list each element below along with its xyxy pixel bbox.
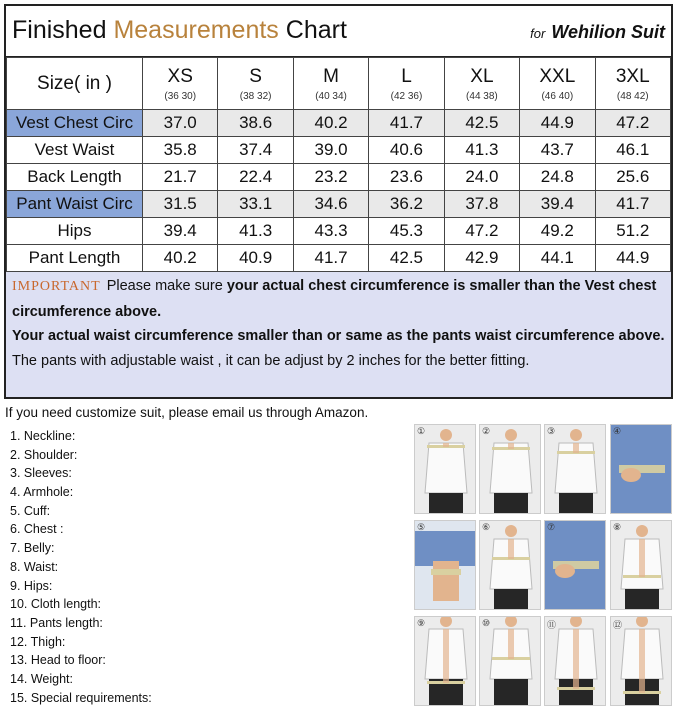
size-label: XS <box>167 65 193 87</box>
photo-number: ⑦ <box>547 522 556 532</box>
list-item: 5. Cuff: <box>10 503 51 518</box>
table-cell: 44.9 <box>520 110 595 137</box>
size-range: (38 32) <box>239 90 272 102</box>
size-label: M <box>323 65 339 87</box>
size-range: (44 38) <box>466 90 498 102</box>
size-range: (46 40) <box>541 90 574 102</box>
measure-photo-chest <box>479 520 541 610</box>
list-item: 4. Armhole: <box>10 485 74 500</box>
table-cell: 47.2 <box>595 110 670 137</box>
table-cell: 25.6 <box>595 164 670 191</box>
list-item: 12. Thigh: <box>10 634 66 649</box>
measure-photo-hips <box>414 616 476 706</box>
measurement-photos <box>414 424 673 711</box>
measure-photo-sleeve <box>544 424 606 514</box>
measure-photo-armhole <box>610 424 672 514</box>
table-cell: 23.2 <box>293 164 368 191</box>
table-row <box>7 110 671 137</box>
photo-number: ④ <box>613 426 622 436</box>
table-cell: 51.2 <box>595 218 670 245</box>
table-cell: 46.1 <box>595 137 670 164</box>
table-cell: 40.6 <box>369 137 444 164</box>
table-cell: 37.4 <box>218 137 293 164</box>
row-label: Hips <box>7 218 143 245</box>
table-cell: 38.6 <box>218 110 293 137</box>
table-cell: 44.9 <box>595 245 670 272</box>
measure-photo-neck <box>414 424 476 514</box>
size-header-row <box>7 58 671 110</box>
notice-waist-text: Your actual waist circumference smaller than or same as the pants waist circumference above. <box>12 328 665 344</box>
measure-photo-cloth <box>479 616 541 706</box>
customize-title: If you need customize suit, please email us through Amazon. <box>5 405 369 420</box>
table-row <box>7 137 671 164</box>
table-cell: 39.0 <box>293 137 368 164</box>
requirements-list <box>10 427 152 707</box>
table-cell: 49.2 <box>520 218 595 245</box>
size-range: (36 30) <box>164 90 197 102</box>
table-cell: 40.2 <box>293 110 368 137</box>
list-item: 6. Chest : <box>10 522 64 537</box>
size-header-m <box>293 58 368 110</box>
measure-photo-cuff <box>414 520 476 610</box>
table-row <box>7 191 671 218</box>
photo-number: ⑨ <box>417 618 426 628</box>
measure-photo-waist <box>610 520 672 610</box>
table-cell: 37.8 <box>444 191 519 218</box>
table-cell: 31.5 <box>143 191 218 218</box>
table-cell: 34.6 <box>293 191 368 218</box>
important-label: IMPORTANT <box>12 279 101 294</box>
size-header-s <box>218 58 293 110</box>
table-cell: 42.5 <box>369 245 444 272</box>
measure-photo-thigh <box>610 616 672 706</box>
list-item: 1. Neckline: <box>10 429 76 443</box>
table-cell: 41.7 <box>595 191 670 218</box>
table-cell: 45.3 <box>369 218 444 245</box>
measure-photo-pants <box>544 616 606 706</box>
list-item: 7. Belly: <box>10 541 55 556</box>
size-label: S <box>249 65 262 87</box>
table-cell: 22.4 <box>218 164 293 191</box>
table-cell: 24.0 <box>444 164 519 191</box>
photo-number: ⑩ <box>482 618 491 628</box>
size-label: 3XL <box>615 65 650 87</box>
table-cell: 35.8 <box>143 137 218 164</box>
list-item: 15. Special requirements: <box>10 690 152 705</box>
list-item: 10. Cloth length: <box>10 597 102 612</box>
table-cell: 43.3 <box>293 218 368 245</box>
size-header-xxl <box>520 58 595 110</box>
size-label: XL <box>470 65 494 87</box>
list-item: 13. Head to floor: <box>10 653 106 668</box>
list-item: 9. Hips: <box>10 578 53 593</box>
table-row <box>7 245 671 272</box>
row-label: Vest Chest Circ <box>7 110 143 137</box>
photo-number: ⑤ <box>417 522 426 532</box>
important-notice: IMPORTANT Please make sure your actual chest circumference is smaller than the Vest chest circumference above. Your actual waist circumference smaller than or same as the pants waist circumference above. The pants with adjustable waist , it can be adjust by 2 inches for the better fitting. <box>6 272 671 397</box>
measurements-chart <box>4 4 673 399</box>
row-header: Size( in ) <box>7 58 143 110</box>
photo-number: ③ <box>547 426 556 436</box>
table-cell: 36.2 <box>369 191 444 218</box>
table-cell: 41.3 <box>444 137 519 164</box>
table-cell: 37.0 <box>143 110 218 137</box>
table-cell: 43.7 <box>520 137 595 164</box>
table-cell: 41.7 <box>369 110 444 137</box>
size-range: (40 34) <box>315 90 347 102</box>
table-cell: 21.7 <box>143 164 218 191</box>
table-cell: 33.1 <box>218 191 293 218</box>
table-cell: 40.2 <box>143 245 218 272</box>
table-cell: 39.4 <box>143 218 218 245</box>
table-cell: 42.5 <box>444 110 519 137</box>
table-cell: 42.9 <box>444 245 519 272</box>
table-row <box>7 164 671 191</box>
size-range: (42 36) <box>390 90 423 102</box>
row-label: Back Length <box>7 164 143 191</box>
photo-number: ② <box>482 426 491 436</box>
photo-number: ⑫ <box>613 620 623 630</box>
row-label: Pant Length <box>7 245 143 272</box>
measure-photo-shoulder <box>479 424 541 514</box>
size-header-3xl <box>595 58 670 110</box>
size-label: L <box>401 65 412 87</box>
table-row <box>7 218 671 245</box>
chart-title-bar <box>6 6 671 58</box>
list-item: 14. Weight: <box>10 671 74 686</box>
list-item: 3. Sleeves: <box>10 466 72 481</box>
photo-number: ⑪ <box>547 620 557 630</box>
row-label: Vest Waist <box>7 137 143 164</box>
table-cell: 44.1 <box>520 245 595 272</box>
photo-number: ⑥ <box>482 522 491 532</box>
row-label: Pant Waist Circ <box>7 191 143 218</box>
table-cell: 24.8 <box>520 164 595 191</box>
measure-photo-belly <box>544 520 606 610</box>
size-header-xl <box>444 58 519 110</box>
size-table <box>6 57 671 272</box>
photo-number: ① <box>417 426 426 436</box>
table-cell: 39.4 <box>520 191 595 218</box>
photo-number: ⑧ <box>613 522 622 532</box>
size-label: XXL <box>539 65 576 87</box>
size-header-l <box>369 58 444 110</box>
list-item: 11. Pants length: <box>10 615 103 630</box>
size-range: (48 42) <box>616 90 649 102</box>
table-cell: 41.3 <box>218 218 293 245</box>
brand-name: for Wehilion Suit <box>530 22 665 42</box>
list-item: 8. Waist: <box>10 559 59 574</box>
table-cell: 23.6 <box>369 164 444 191</box>
chart-title: Finished Measurements Chart <box>12 16 347 44</box>
table-cell: 40.9 <box>218 245 293 272</box>
size-header-xs <box>143 58 218 110</box>
list-item: 2. Shoulder: <box>10 447 78 462</box>
table-cell: 47.2 <box>444 218 519 245</box>
table-cell: 41.7 <box>293 245 368 272</box>
